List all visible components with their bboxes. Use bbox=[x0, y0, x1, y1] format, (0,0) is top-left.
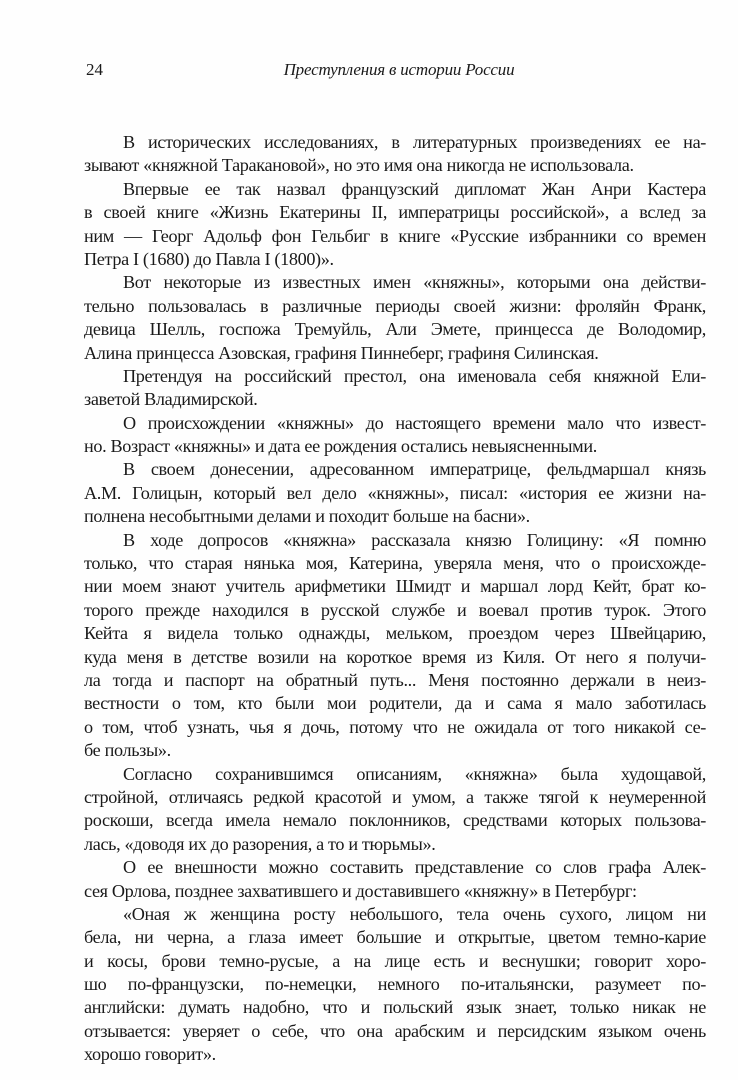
text-line: стройной, отличаясь редкой красотой и умом, а также тягой к неумеренной bbox=[84, 786, 706, 807]
running-head bbox=[84, 58, 706, 82]
text-line: зывают «княжной Таракановой», но это имя она никогда не использовала. bbox=[84, 155, 634, 176]
text-line: шо по-французски, по-немецки, немного по-итальянски, разумеет по- bbox=[84, 974, 706, 995]
text-line: куда меня в детстве возили на короткое время из Киля. От него я получи- bbox=[84, 646, 706, 667]
text-line: Впервые ее так назвал французский дипломат Жан Анри Кастера bbox=[123, 178, 706, 199]
text-line: Претендуя на российский престол, она именовала себя княжной Ели- bbox=[123, 365, 706, 386]
text-line: В исторических исследованиях, в литературных произведениях ее на- bbox=[123, 132, 706, 152]
text-line: Согласно сохранившимся описаниям, «княжна» была худощавой, bbox=[123, 763, 706, 784]
text-line: нии моем знают учитель арифметики Шмидт и маршал лорд Кейт, брат ко- bbox=[84, 576, 706, 597]
text-line: только, что старая нянька моя, Катерина, уверяла меня, что о происхожде- bbox=[84, 553, 706, 574]
text-line: роскоши, всегда имела немало поклонников, средствами которых пользова- bbox=[84, 810, 706, 831]
text-line: В ходе допросов «княжна» рассказала князю Голицину: «Я помню bbox=[123, 529, 706, 550]
text-line: отзывается: уверяет о себе, что она арабским и персидским языком очень bbox=[84, 1020, 706, 1041]
text-line: и косы, брови темно-русые, а на лице есть и веснушки; говорит хоро- bbox=[84, 950, 706, 971]
text-line: ним — Георг Адольф фон Гельбиг в книге «Русские избранники со времен bbox=[84, 225, 706, 246]
text-line: бе пользы». bbox=[84, 740, 171, 761]
quotation-paragraph bbox=[84, 903, 706, 1067]
text-line: сея Орлова, позднее захватившего и доставившего «княжну» в Петербург: bbox=[84, 880, 637, 901]
running-title: Преступления в истории России bbox=[283, 60, 515, 79]
paragraph bbox=[84, 529, 706, 763]
paragraph bbox=[84, 365, 706, 412]
paragraph bbox=[84, 131, 706, 178]
text-line: «Оная ж женщина росту небольшого, тела очень сухого, лицом ни bbox=[123, 903, 706, 924]
text-line: английски: думать надобно, что и польский язык знает, только никак не bbox=[84, 997, 706, 1018]
paragraph bbox=[84, 458, 706, 528]
text-line: вестности о том, кто были мои родители, да и сама я мало заботилась bbox=[84, 693, 706, 714]
text-line: Алина принцесса Азовская, графиня Пиннеберг, графиня Силинская. bbox=[84, 342, 599, 363]
paragraph bbox=[84, 856, 706, 903]
text-line: Вот некоторые из известных имен «княжны», которыми она действи- bbox=[123, 272, 706, 293]
text-line: хорошо говорит». bbox=[84, 1044, 216, 1065]
paragraph bbox=[84, 763, 706, 857]
text-line: заветой Владимирской. bbox=[84, 389, 258, 410]
text-line: бела, ни черна, а глаза имеет большие и открытые, цветом темно-карие bbox=[84, 927, 706, 948]
text-line: о том, чтоб узнать, чья я дочь, потому что не ожидала от того никакой се- bbox=[84, 716, 706, 737]
page-number: 24 bbox=[86, 60, 103, 79]
text-line: в своей книге «Жизнь Екатерины II, императрицы российской», а вслед за bbox=[84, 202, 706, 223]
text-line: ла тогда и паспорт на обратный путь... Меня постоянно держали в неиз- bbox=[84, 669, 706, 690]
text-line: Кейта я видела только однажды, мельком, проездом через Швейцарию, bbox=[84, 623, 706, 644]
text-line: В своем донесении, адресованном императрице, фельдмаршал князь bbox=[123, 459, 706, 480]
body-text bbox=[84, 131, 706, 1067]
text-line: О происхождении «княжны» до настоящего времени мало что извест- bbox=[123, 412, 706, 433]
text-line: Петра I (1680) до Павла I (1800)». bbox=[84, 248, 334, 269]
text-line: лась, «доводя их до разорения, а то и тюрьмы». bbox=[84, 833, 436, 854]
text-line: девица Шелль, госпожа Тремуйль, Али Эмете, принцесса де Володомир, bbox=[84, 319, 706, 340]
text-line: полнена несобытными делами и походит больше на басни». bbox=[84, 506, 530, 527]
paragraph bbox=[84, 412, 706, 459]
paragraph bbox=[84, 271, 706, 365]
text-line: тельно пользовалась в различные периоды своей жизни: фроляйн Франк, bbox=[84, 295, 706, 316]
text-line: О ее внешности можно составить представление со слов графа Алек- bbox=[123, 857, 706, 878]
paragraph bbox=[84, 178, 706, 272]
text-line: А.М. Голицын, который вел дело «княжны», писал: «история ее жизни на- bbox=[84, 482, 706, 503]
text-line: торого прежде находился в русской службе и воевал против турок. Этого bbox=[84, 599, 706, 620]
text-line: но. Возраст «княжны» и дата ее рождения остались невыясненными. bbox=[84, 436, 597, 457]
